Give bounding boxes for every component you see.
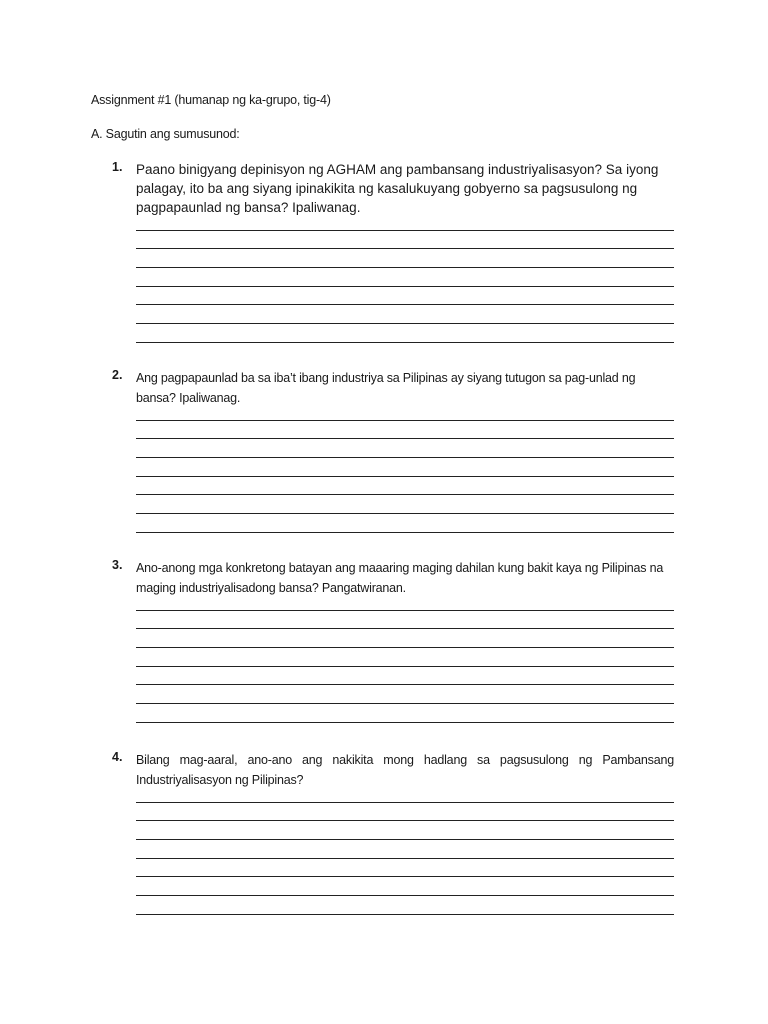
section-title: A. Sagutin ang sumusunod: bbox=[91, 127, 240, 141]
answer-line[interactable] bbox=[136, 858, 674, 859]
question-number: 1. bbox=[112, 160, 123, 174]
question-number: 3. bbox=[112, 558, 123, 572]
answer-line[interactable] bbox=[136, 628, 674, 629]
answer-line[interactable] bbox=[136, 438, 674, 439]
answer-line[interactable] bbox=[136, 666, 674, 667]
answer-line[interactable] bbox=[136, 304, 674, 305]
answer-line[interactable] bbox=[136, 248, 674, 249]
question-text: Ano-anong mga konkretong batayan ang maaaring maging dahilan kung bakit kaya ng Pilipinas na maging industriyalisadong bansa? Pangatwiranan. bbox=[136, 561, 664, 595]
answer-line[interactable] bbox=[136, 457, 674, 458]
question-number: 4. bbox=[112, 750, 123, 764]
answer-line[interactable] bbox=[136, 532, 674, 533]
question-text: Paano binigyang depinisyon ng AGHAM ang pambansang industriyalisasyon? Sa iyong palagay, ito ba ang siyang ipinakikita ng kasalukuyang gobyerno sa pagsusulong ng pagpapaunlad ng bansa? Ipaliwanag. bbox=[136, 162, 659, 215]
answer-line[interactable] bbox=[136, 820, 674, 821]
answer-line[interactable] bbox=[136, 476, 674, 477]
answer-line[interactable] bbox=[136, 286, 674, 287]
question-text: Bilang mag-aaral, ano-ano ang nakikita mong hadlang sa pagsusulong ng Pambansang Industriyalisasyon ng Pilipinas? bbox=[136, 753, 674, 787]
answer-line[interactable] bbox=[136, 839, 674, 840]
answer-line[interactable] bbox=[136, 895, 674, 896]
answer-line[interactable] bbox=[136, 513, 674, 514]
answer-line[interactable] bbox=[136, 684, 674, 685]
assignment-title: Assignment #1 (humanap ng ka-grupo, tig-4) bbox=[91, 93, 331, 107]
question-number: 2. bbox=[112, 368, 123, 382]
answer-line[interactable] bbox=[136, 876, 674, 877]
question-text: Ang pagpapaunlad ba sa iba’t ibang industriya sa Pilipinas ay siyang tutugon sa pag-unlad ng bansa? Ipaliwanag. bbox=[136, 371, 636, 405]
answer-line[interactable] bbox=[136, 342, 674, 343]
answer-line[interactable] bbox=[136, 323, 674, 324]
answer-line[interactable] bbox=[136, 230, 674, 231]
answer-line[interactable] bbox=[136, 610, 674, 611]
answer-line[interactable] bbox=[136, 914, 674, 915]
answer-line[interactable] bbox=[136, 703, 674, 704]
answer-line[interactable] bbox=[136, 647, 674, 648]
answer-line[interactable] bbox=[136, 722, 674, 723]
answer-line[interactable] bbox=[136, 802, 674, 803]
answer-line[interactable] bbox=[136, 420, 674, 421]
answer-line[interactable] bbox=[136, 494, 674, 495]
answer-line[interactable] bbox=[136, 267, 674, 268]
